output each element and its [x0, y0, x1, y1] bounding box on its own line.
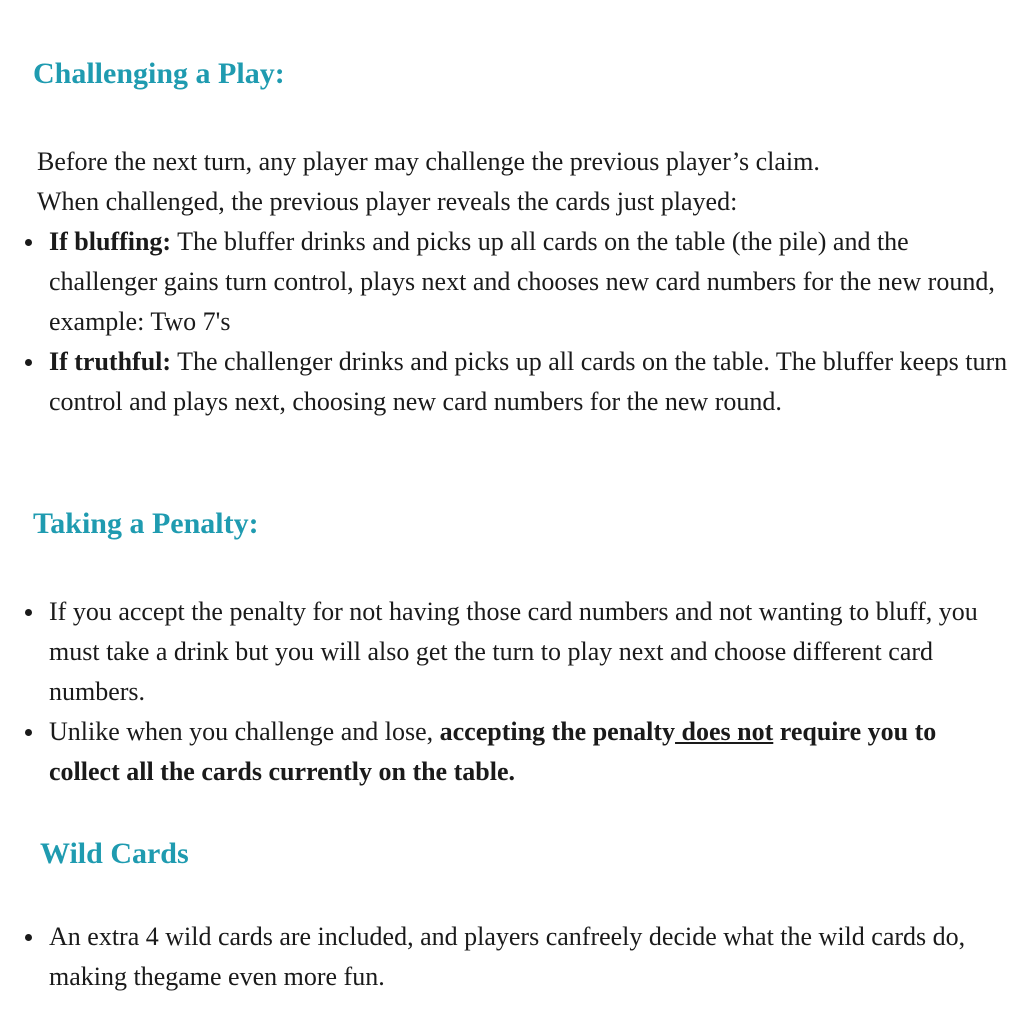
does-not-underlined: does not — [675, 717, 774, 746]
wild-cards-heading: Wild Cards — [40, 837, 189, 870]
challenge-intro-line-2: When challenged, the previous player reveals the cards just played: — [37, 187, 738, 216]
unlike-challenge-text: Unlike when you challenge and lose, — [49, 717, 440, 746]
bullet-dot-icon — [25, 729, 32, 736]
wild-bullet-list — [0, 917, 1010, 997]
bullet-dot-icon — [25, 359, 32, 366]
wild-cards-text: An extra 4 wild cards are included, and players canfreely decide what the wild cards do, making thegame even more fun. — [49, 922, 966, 991]
list-item-accept-penalty — [0, 592, 1010, 712]
require-collect-bold: require you to collect all the cards currently on the table. — [49, 717, 937, 786]
challenging-a-play-heading: Challenging a Play: — [33, 57, 285, 90]
challenge-bullet-list — [0, 222, 1010, 422]
list-item-if-bluffing — [0, 222, 1010, 342]
list-item-wild-cards — [0, 917, 1010, 997]
accept-penalty-text: If you accept the penalty for not having those card numbers and not wanting to bluff, you must take a drink but you will also get the turn to play next and choose different card numbers. — [49, 597, 978, 706]
bullet-dot-icon — [25, 934, 32, 941]
taking-a-penalty-heading: Taking a Penalty: — [33, 507, 259, 540]
if-truthful-label: If truthful: — [49, 347, 172, 376]
list-item-unlike-challenge — [0, 712, 1010, 792]
challenge-intro-line-1: Before the next turn, any player may challenge the previous player’s claim. — [37, 147, 820, 176]
if-bluffing-label: If bluffing: — [49, 227, 172, 256]
bullet-dot-icon — [25, 609, 32, 616]
if-truthful-text: The challenger drinks and picks up all cards on the table. The bluffer keeps turn control and plays next, choosing new card numbers for the new round. — [49, 347, 1008, 416]
penalty-bullet-list — [0, 592, 1010, 792]
if-bluffing-text: The bluffer drinks and picks up all cards on the table (the pile) and the challenger gains turn control, plays next and chooses new card numbers for the new round, example: Two 7's — [49, 227, 995, 336]
bullet-dot-icon — [25, 239, 32, 246]
accepting-the-penalty-bold: accepting the penalty — [439, 717, 676, 746]
list-item-if-truthful — [0, 342, 1010, 422]
